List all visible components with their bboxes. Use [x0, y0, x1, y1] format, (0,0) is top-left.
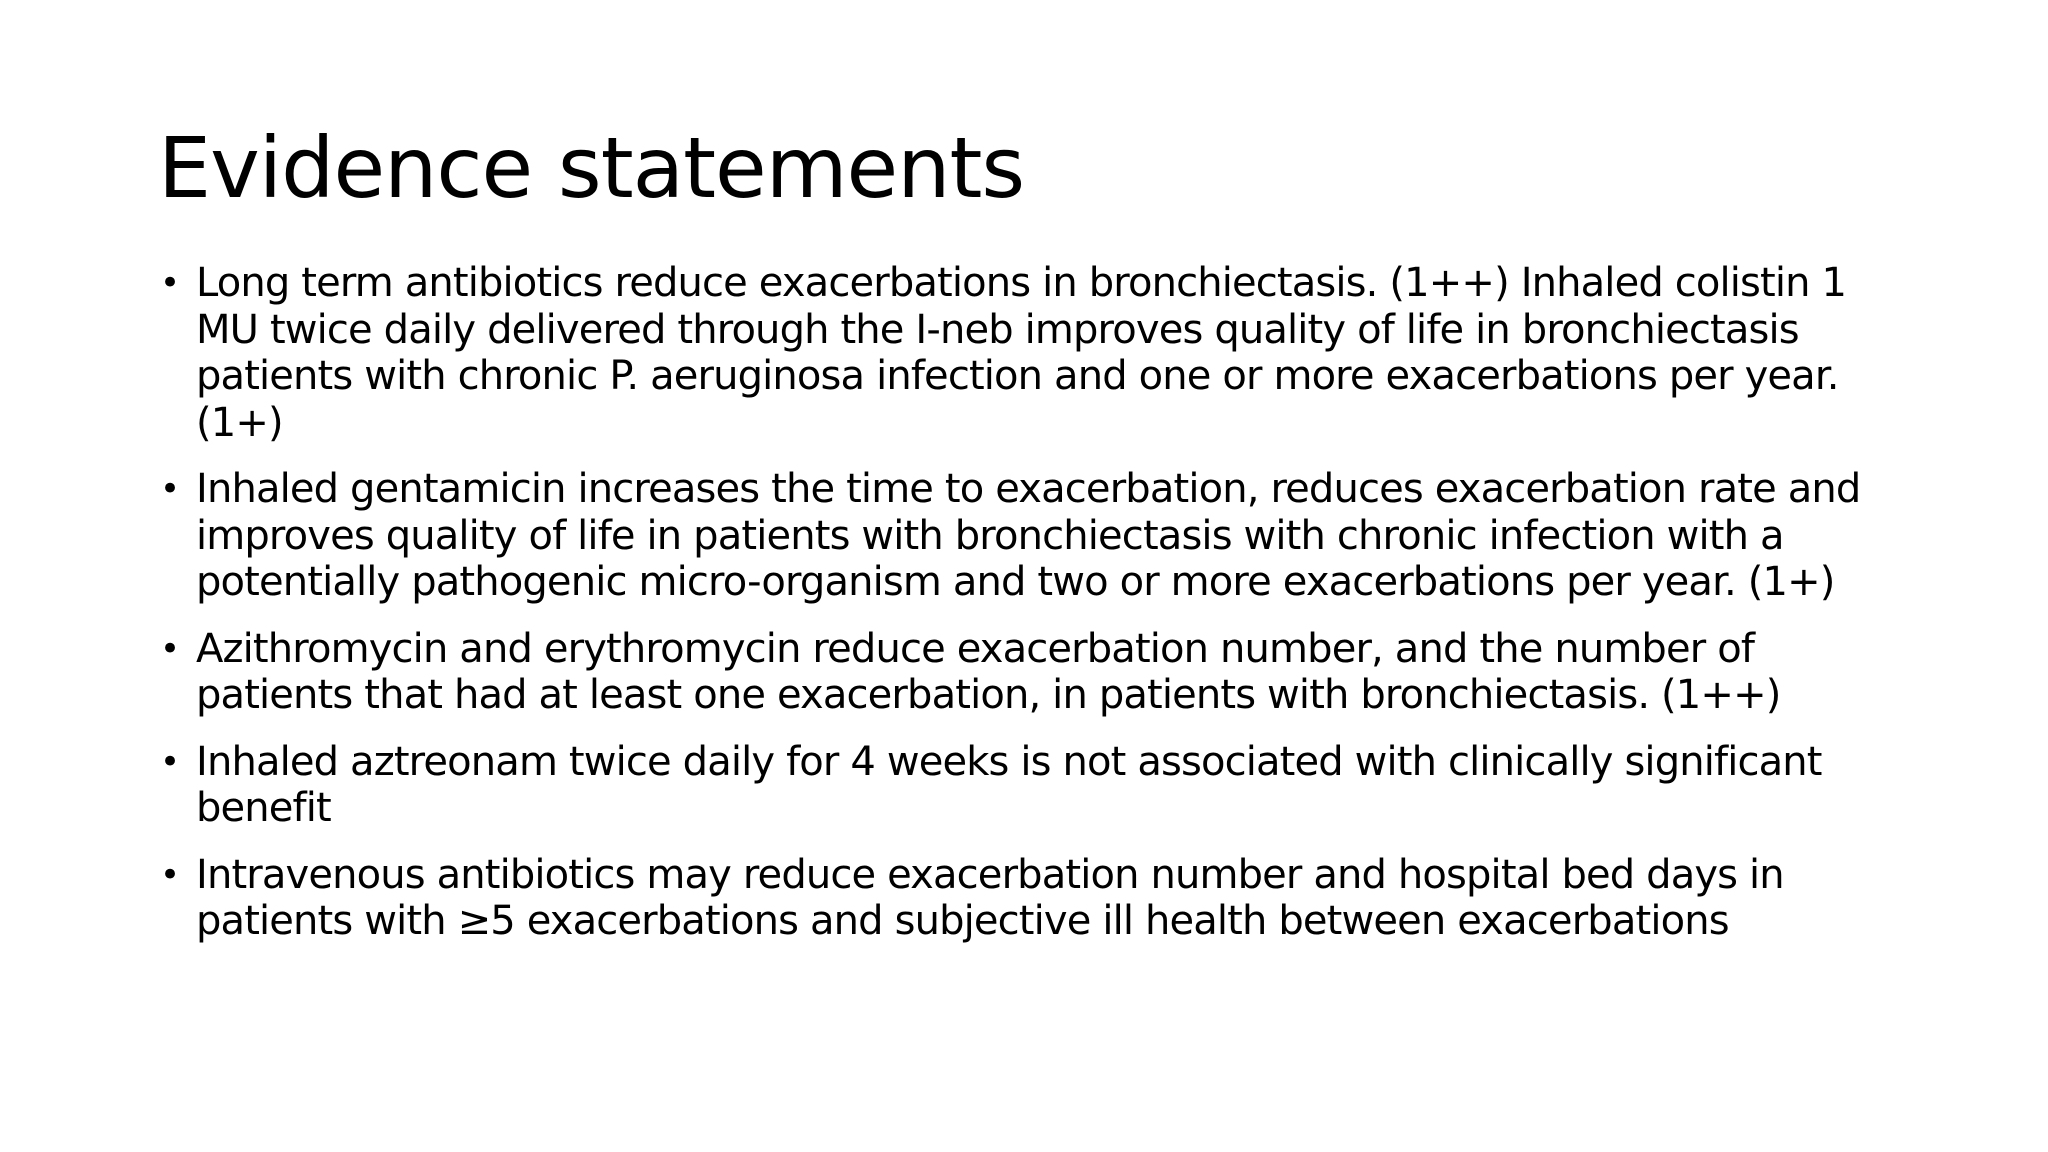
bullet-item: [158, 852, 1918, 945]
bullet-item: [158, 626, 1918, 719]
bullet-item: [158, 739, 1918, 832]
bullet-list: [158, 260, 1918, 965]
bullet-marker: •: [160, 628, 181, 669]
bullet-text: Azithromycin and erythromycin reduce exacerbation number, and the number of patients that had at least one exacerbation, in patients with bronchiectasis. (1++): [196, 625, 1781, 718]
bullet-text: Inhaled aztreonam twice daily for 4 weeks is not associated with clinically significant benefit: [196, 738, 1822, 831]
bullet-marker: •: [160, 741, 181, 782]
bullet-marker: •: [160, 469, 181, 509]
bullet-item: [158, 466, 1918, 606]
slide-title: Evidence statements: [158, 119, 1025, 217]
bullet-text: Inhaled gentamicin increases the time to exacerbation, reduces exacerbation rate and improves quality of life in patients with bronchiectasis with chronic infection with a potentially pathogenic micro-organism and two or more exacerbations per year. (1+): [196, 466, 1861, 605]
bullet-text: Long term antibiotics reduce exacerbations in bronchiectasis. (1++) Inhaled colistin 1 MU twice daily delivered through the I-neb improves quality of life in bronchiectasis patients with chronic P. aeruginosa infection and one or more exacerbations per year. (1+): [196, 260, 1847, 446]
bullet-marker: •: [160, 263, 181, 303]
bullet-item: [158, 260, 1918, 446]
bullet-marker: •: [160, 854, 181, 895]
bullet-text: Intravenous antibiotics may reduce exacerbation number and hospital bed days in patients with ≥5 exacerbations and subjective ill health between exacerbations: [196, 851, 1784, 944]
